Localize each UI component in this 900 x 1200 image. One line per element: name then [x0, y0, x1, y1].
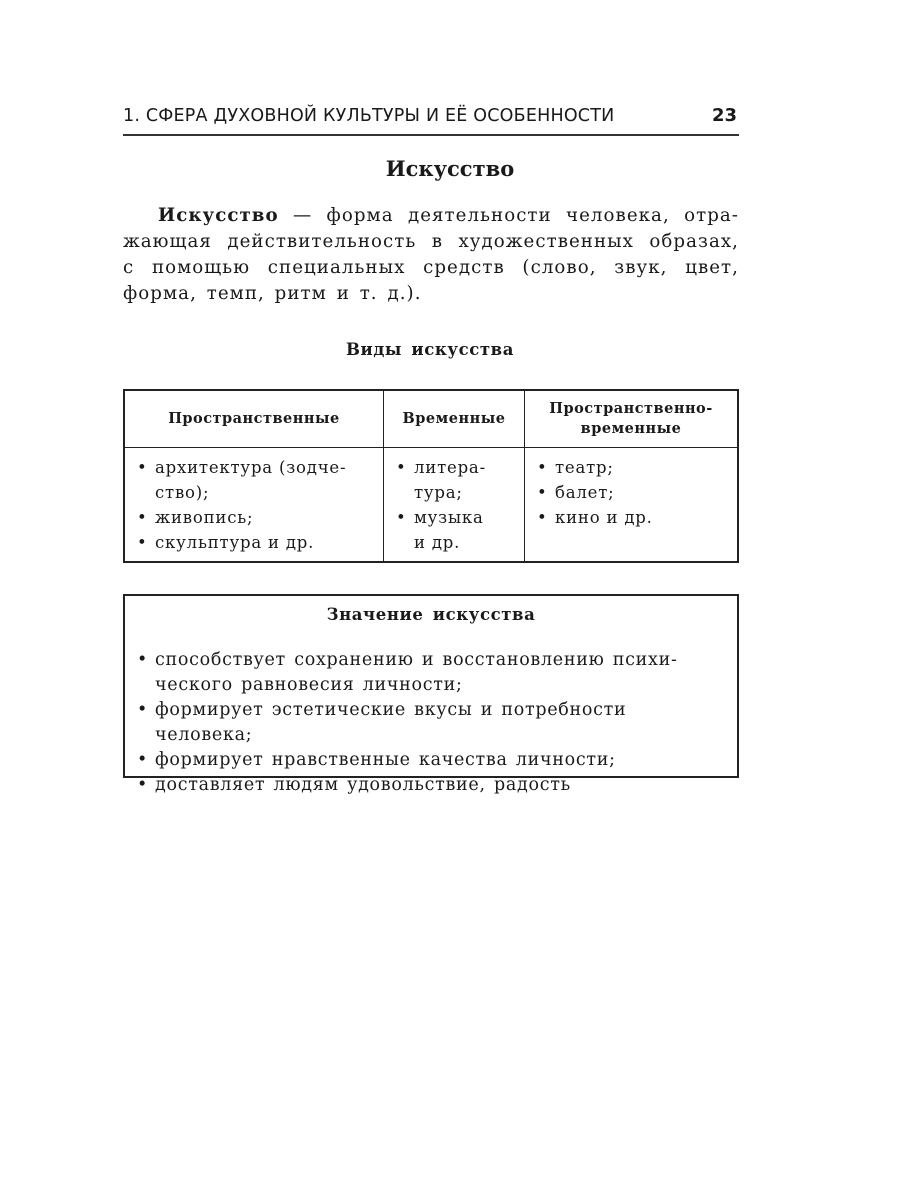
- list-item: • литера- тура;: [396, 455, 518, 505]
- spatial-cell: [124, 448, 384, 563]
- temporal-cell: [384, 448, 525, 563]
- list-item: • живопись;: [137, 505, 377, 530]
- significance-list: [137, 648, 731, 798]
- header-spatial: Пространственные: [124, 390, 384, 448]
- list-item: • формирует эстетические вкусы и потребности человека;: [137, 698, 731, 748]
- significance-box: [123, 594, 739, 795]
- significance-title: Значение искусства: [326, 605, 536, 624]
- definition-line-3: с помощью специальных средств (слово, звук, цвет,: [123, 257, 739, 278]
- table-header-row: [124, 390, 738, 448]
- list-item: • доставляет людям удовольствие, радость: [137, 773, 731, 798]
- running-header: [123, 104, 739, 136]
- list-item: • театр;: [537, 455, 731, 480]
- kinds-of-art-table: [123, 389, 739, 563]
- header-spatiotemporal: Пространственно- временные: [525, 390, 739, 448]
- definition-paragraph: [123, 203, 739, 307]
- list-item: • архитектура (зодче- ство);: [137, 455, 377, 505]
- list-item: • кино и др.: [537, 505, 731, 530]
- page-number: 23: [711, 105, 737, 126]
- list-item: • балет;: [537, 480, 731, 505]
- header-temporal: Временные: [384, 390, 525, 448]
- definition-line-4: форма, темп, ритм и т. д.).: [123, 283, 422, 304]
- spatiotemporal-cell: [525, 448, 739, 563]
- list-item: • скульптура и др.: [137, 530, 377, 555]
- chapter-title: 1. СФЕРА ДУХОВНОЙ КУЛЬТУРЫ И ЕЁ ОСОБЕННОСТИ: [123, 106, 615, 126]
- definition-line-1: Искусство — форма деятельности человека, отра-: [158, 205, 739, 226]
- table-row: [124, 448, 738, 563]
- list-item: • музыка и др.: [396, 505, 518, 555]
- definition-term: Искусство: [158, 205, 279, 226]
- definition-line-2: жающая действительность в художественных образах,: [123, 231, 739, 252]
- list-item: • формирует нравственные качества личности;: [137, 748, 731, 773]
- section-title: Искусство: [385, 156, 515, 181]
- kinds-table-title: Виды искусства: [345, 340, 515, 359]
- list-item: • способствует сохранению и восстановлению психи- ческого равновесия личности;: [137, 648, 731, 698]
